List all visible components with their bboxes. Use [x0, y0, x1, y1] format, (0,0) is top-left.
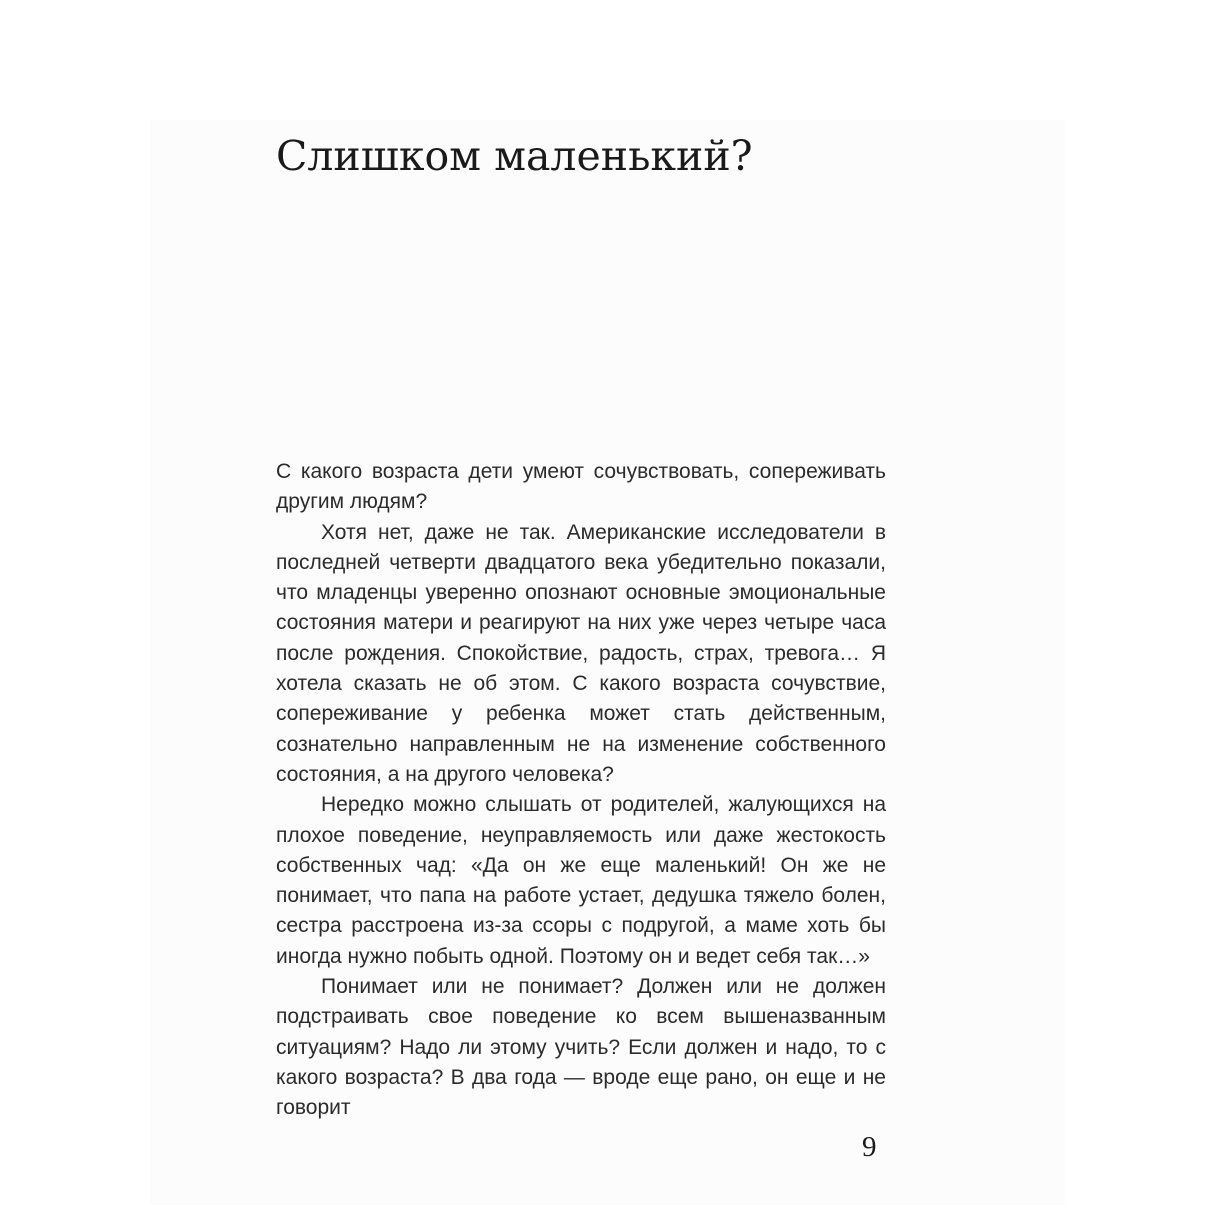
body-text: [276, 457, 886, 1124]
paragraph: Хотя нет, даже не так. Американские исследователи в последней четверти двадцатого века убедительно показали, что младенцы уверенно опознают основные эмоциональные состояния матери и реагируют на них уже через четыре часа после рождения. Спокойствие, радость, страх, тревога… Я хотела сказать не об этом. С какого возраста сочувствие, сопереживание у ребенка может стать действенным, сознательно направленным не на изменение собственного состояния, а на другого человека?: [276, 520, 886, 786]
paragraph: Понимает или не понимает? Должен или не должен подстраивать свое поведение ко всем вышеназванным ситуациям? Надо ли этому учить? Если должен и надо, то с какого возраста? В два года — вроде еще рано, он еще и не говорит: [276, 975, 886, 1120]
page-number: 9: [862, 1131, 877, 1163]
chapter-title: Слишком маленький?: [276, 132, 753, 180]
paragraph: Нередко можно слышать от родителей, жалующихся на плохое поведение, неуправляемость или даже жестокость собственных чад: «Да он же еще маленький! Он же не понимает, что папа на работе устает, дедушка тяжело болен, сестра расстроена из-за ссоры с подругой, а маме хоть бы иногда нужно побыть одной. Поэтому он и ведет себя так…»: [276, 793, 886, 968]
paragraph: С какого возраста дети умеют сочувствовать, сопереживать другим людям?: [276, 460, 886, 514]
